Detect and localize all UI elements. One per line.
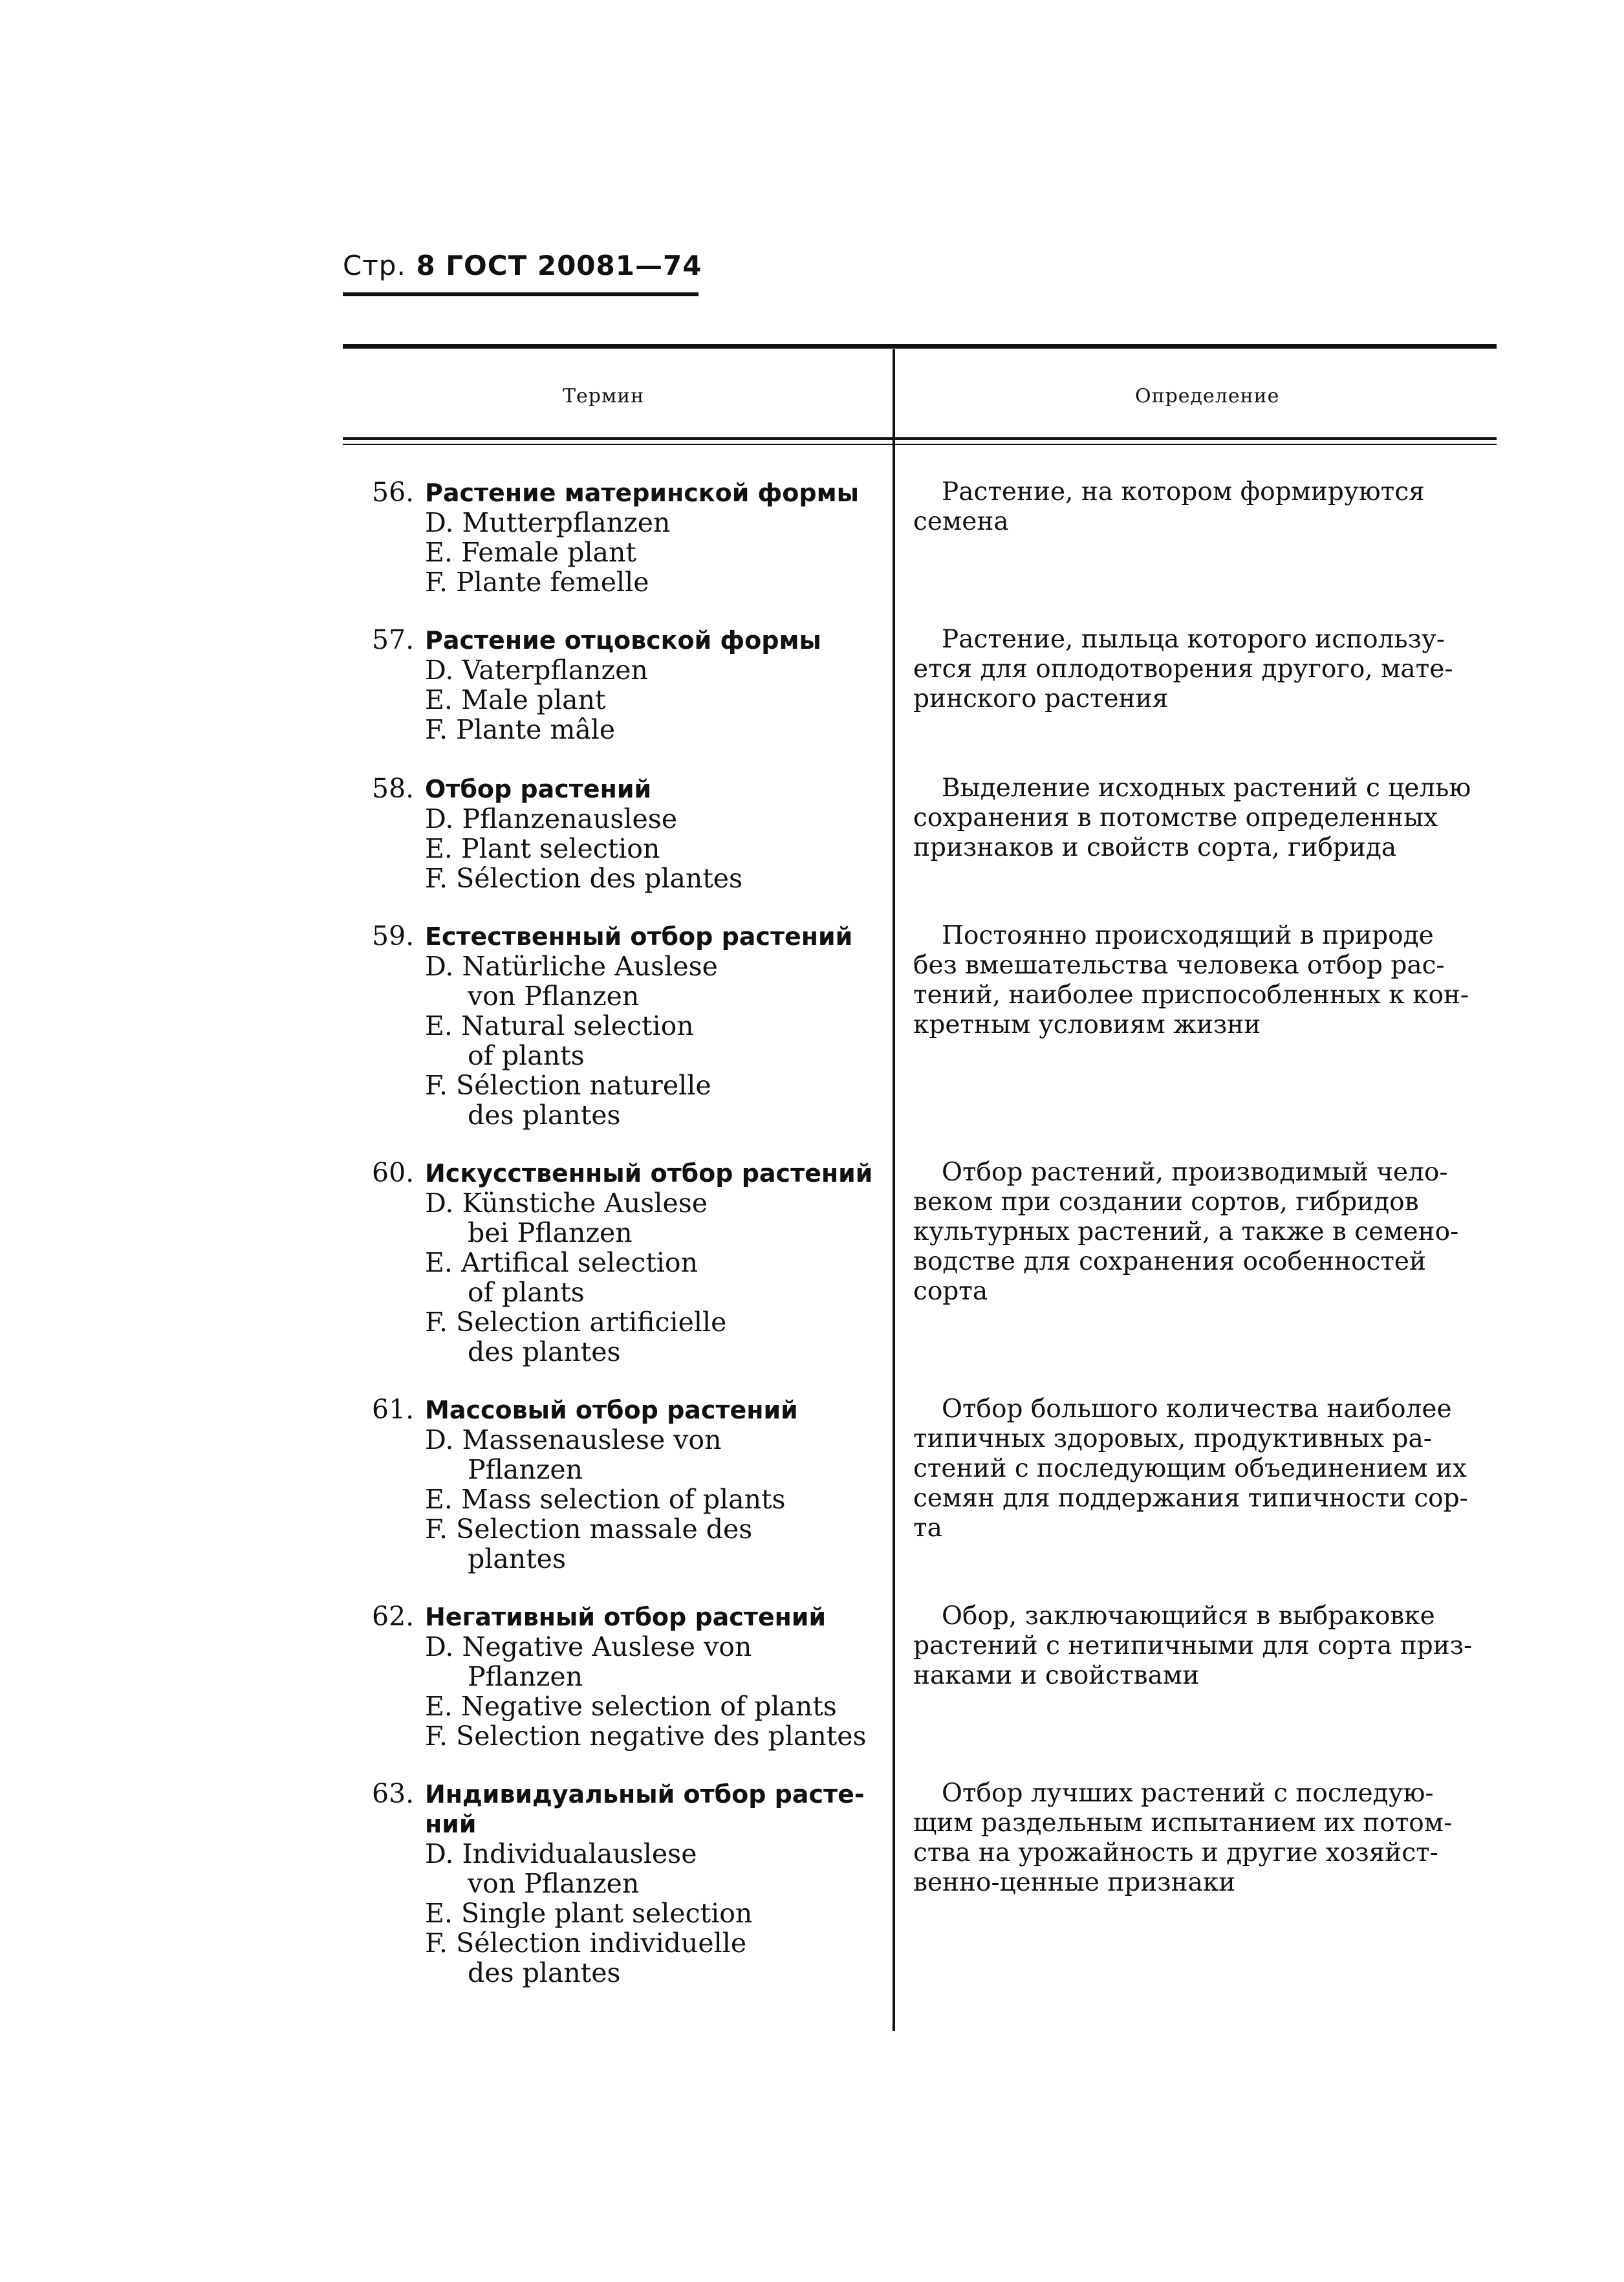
term-translation-continued: des plantes bbox=[468, 1957, 621, 1988]
term-translation-continued: bei Pflanzen bbox=[468, 1217, 633, 1248]
term-translation: E. Mass selection of plants bbox=[425, 1484, 786, 1515]
term-translation: E. Male plant bbox=[425, 684, 606, 715]
definition-line: та bbox=[913, 1514, 942, 1543]
term-number: 63. bbox=[372, 1778, 415, 1809]
term-translation: D. Natürliche Auslese bbox=[425, 951, 718, 982]
term-definition bbox=[913, 477, 1492, 537]
definition-line: щим раздельным испытанием их потом- bbox=[913, 1809, 1453, 1838]
term-entry bbox=[372, 921, 889, 1130]
term-translation: F. Sélection naturelle bbox=[425, 1070, 711, 1101]
term-russian: Негативный отбор растений bbox=[425, 1603, 827, 1631]
definition-line: Растение, на котором формируются bbox=[942, 477, 1425, 506]
term-entry bbox=[372, 1395, 889, 1574]
page-header bbox=[343, 250, 702, 281]
term-definition bbox=[913, 1158, 1492, 1307]
header-rule bbox=[343, 292, 698, 296]
definition-line: сохранения в потомстве определенных bbox=[913, 803, 1438, 832]
term-russian: Отбор растений bbox=[425, 775, 652, 803]
definition-line: Растение, пыльца которого использу- bbox=[942, 625, 1445, 654]
definition-line: семена bbox=[913, 507, 1009, 536]
term-translation: E. Single plant selection bbox=[425, 1898, 753, 1929]
term-entry bbox=[372, 477, 889, 597]
definition-line: Выделение исходных растений с целью bbox=[942, 774, 1471, 803]
term-russian: Растение материнской формы bbox=[425, 479, 859, 507]
term-translation: E. Negative selection of plants bbox=[425, 1691, 837, 1722]
column-header-terms: Термин bbox=[563, 385, 645, 408]
definition-line: культурных растений, а также в семено- bbox=[913, 1217, 1459, 1246]
definition-line: тений, наиболее приспособленных к кон- bbox=[913, 981, 1469, 1010]
term-number: 59. bbox=[372, 920, 415, 951]
term-russian: Индивидуальный отбор расте- bbox=[425, 1780, 865, 1809]
term-translation: E. Natural selection bbox=[425, 1010, 694, 1041]
definition-line: Отбор лучших растений с последую- bbox=[942, 1779, 1434, 1808]
term-definition bbox=[913, 774, 1492, 863]
term-number: 57. bbox=[372, 624, 415, 655]
term-translation: D. Pflanzenauslese bbox=[425, 803, 678, 834]
term-definition bbox=[913, 1395, 1492, 1543]
definition-line: семян для поддержания типичности сор- bbox=[913, 1484, 1468, 1513]
term-translation: D. Negative Auslese von bbox=[425, 1631, 752, 1662]
definition-line: ется для оплодотворения другого, мате- bbox=[913, 655, 1453, 684]
term-translation-continued: Pflanzen bbox=[468, 1454, 583, 1485]
definition-line: типичных здоровых, продуктивных ра- bbox=[913, 1424, 1432, 1453]
definition-line: венно-ценные признаки bbox=[913, 1868, 1236, 1897]
column-divider bbox=[893, 349, 895, 2031]
page-prefix: Стр. bbox=[343, 250, 406, 281]
term-russian-continued: ний bbox=[425, 1810, 477, 1838]
term-number: 58. bbox=[372, 773, 415, 804]
term-entry bbox=[372, 1602, 889, 1751]
definition-line: Постоянно происходящий в природе bbox=[942, 921, 1434, 950]
definition-line: сорта bbox=[913, 1277, 988, 1306]
term-entry bbox=[372, 1158, 889, 1367]
term-translation-continued: Pflanzen bbox=[468, 1661, 583, 1692]
term-number: 60. bbox=[372, 1157, 415, 1188]
definition-line: растений с нетипичными для сорта приз- bbox=[913, 1631, 1473, 1660]
table-top-rule bbox=[343, 344, 1497, 349]
definition-line: водстве для сохранения особенностей bbox=[913, 1247, 1427, 1276]
definition-line: признаков и свойств сорта, гибрида bbox=[913, 833, 1397, 862]
term-russian: Естественный отбор растений bbox=[425, 922, 853, 951]
page-number: 8 bbox=[416, 250, 436, 281]
term-definition bbox=[913, 1602, 1492, 1691]
term-translation-continued: des plantes bbox=[468, 1336, 621, 1367]
term-definition bbox=[913, 1779, 1492, 1898]
definition-line: без вмешательства человека отбор рас- bbox=[913, 951, 1445, 980]
term-translation: E. Artifical selection bbox=[425, 1247, 698, 1278]
term-translation: F. Sélection individuelle bbox=[425, 1928, 747, 1959]
term-number: 61. bbox=[372, 1394, 415, 1425]
term-number: 62. bbox=[372, 1601, 415, 1632]
term-translation: F. Selection negative des plantes bbox=[425, 1721, 867, 1752]
term-translation: F. Selection artificielle bbox=[425, 1307, 727, 1338]
definition-line: веком при создании сортов, гибридов bbox=[913, 1188, 1419, 1217]
term-translation: D. Vaterpflanzen bbox=[425, 655, 648, 686]
definition-line: ринского растения bbox=[913, 684, 1169, 713]
term-translation-continued: von Pflanzen bbox=[468, 1868, 640, 1899]
definition-line: кретным условиям жизни bbox=[913, 1010, 1261, 1039]
term-definition bbox=[913, 625, 1492, 714]
column-header-definition: Определение bbox=[1135, 385, 1280, 408]
term-definition bbox=[913, 921, 1492, 1040]
standard-code: ГОСТ 20081—74 bbox=[446, 250, 702, 281]
term-translation-continued: of plants bbox=[468, 1277, 585, 1308]
term-translation: E. Plant selection bbox=[425, 833, 660, 864]
header-double-rule-lower bbox=[343, 444, 1497, 445]
term-translation: F. Plante mâle bbox=[425, 714, 616, 745]
term-translation: D. Individualauslese bbox=[425, 1838, 697, 1869]
term-translation-continued: plantes bbox=[468, 1543, 566, 1574]
term-translation: D. Künstiche Auslese bbox=[425, 1188, 708, 1219]
header-double-rule bbox=[343, 437, 1497, 440]
definition-line: Отбор растений, производимый чело- bbox=[942, 1158, 1448, 1187]
definition-line: стений с последующим объединением их bbox=[913, 1454, 1467, 1483]
term-translation: F. Sélection des plantes bbox=[425, 863, 743, 894]
term-translation: D. Mutterpflanzen bbox=[425, 507, 671, 538]
term-russian: Растение отцовской формы bbox=[425, 626, 821, 655]
term-entry bbox=[372, 625, 889, 744]
term-translation-continued: des plantes bbox=[468, 1100, 621, 1131]
definition-line: наками и свойствами bbox=[913, 1661, 1200, 1690]
definition-line: ства на урожайность и другие хозяйст- bbox=[913, 1838, 1438, 1867]
term-entry bbox=[372, 1779, 889, 1988]
term-translation: D. Massenauslese von bbox=[425, 1424, 722, 1455]
term-number: 56. bbox=[372, 477, 415, 508]
term-translation: F. Selection massale des bbox=[425, 1514, 753, 1545]
definition-line: Отбор большого количества наиболее bbox=[942, 1395, 1452, 1424]
definition-line: Обор, заключающийся в выбраковке bbox=[942, 1602, 1435, 1631]
term-translation: F. Plante femelle bbox=[425, 567, 649, 598]
term-translation-continued: von Pflanzen bbox=[468, 981, 640, 1012]
term-translation-continued: of plants bbox=[468, 1040, 585, 1071]
term-translation: E. Female plant bbox=[425, 537, 636, 568]
term-russian: Искусственный отбор растений bbox=[425, 1159, 873, 1188]
term-entry bbox=[372, 774, 889, 893]
term-russian: Массовый отбор растений bbox=[425, 1396, 798, 1424]
